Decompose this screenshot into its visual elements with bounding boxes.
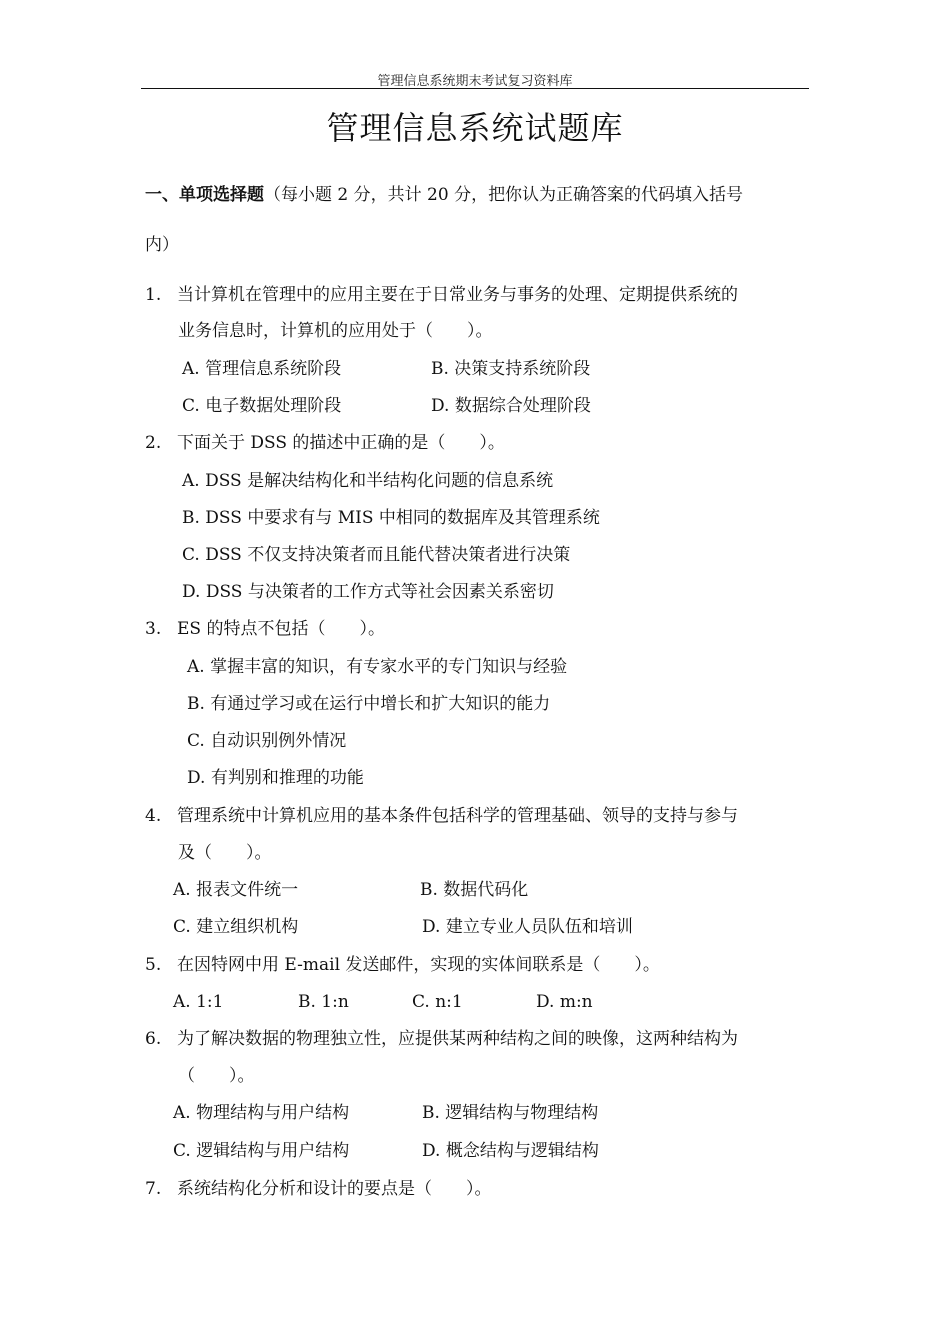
option-6b: B. 逻辑结构与物理结构 (422, 1103, 599, 1123)
question-text: 管理系统中计算机应用的基本条件包括科学的管理基础、领导的支持与参与 (177, 806, 738, 826)
question-7 (145, 1177, 492, 1201)
section-instruction-cont: 内） (145, 235, 179, 255)
section-instruction: （每小题 2 分，共计 20 分，把你认为正确答案的代码填入括号 (264, 185, 744, 205)
option-4b: B. 数据代码化 (420, 880, 529, 900)
question-number: 7. (145, 1179, 162, 1199)
option-3d: D. 有判别和推理的功能 (187, 768, 364, 788)
section-heading-line (145, 183, 743, 207)
option-5c: C. n:1 (412, 992, 463, 1012)
option-5b: B. 1:n (298, 992, 349, 1012)
question-4-cont: 及（ ）。 (178, 843, 272, 863)
running-header: 管理信息系统期末考试复习资料库 (377, 74, 573, 89)
header-rule (141, 88, 809, 89)
question-5 (145, 953, 660, 977)
option-3a: A. 掌握丰富的知识，有专家水平的专门知识与经验 (187, 657, 568, 677)
question-number: 2. (145, 433, 162, 453)
question-text: 为了解决数据的物理独立性，应提供某两种结构之间的映像，这两种结构为 (177, 1029, 738, 1049)
question-text: 下面关于 DSS 的描述中正确的是（ ）。 (177, 433, 505, 453)
option-1c: C. 电子数据处理阶段 (182, 396, 342, 416)
question-6 (145, 1027, 738, 1051)
option-5d: D. m:n (536, 992, 593, 1012)
question-1 (145, 283, 738, 307)
option-1d: D. 数据综合处理阶段 (431, 396, 591, 416)
option-6d: D. 概念结构与逻辑结构 (422, 1141, 599, 1161)
option-5a: A. 1:1 (173, 992, 224, 1012)
option-4a: A. 报表文件统一 (173, 880, 299, 900)
question-3 (145, 617, 385, 641)
option-2b: B. DSS 中要求有与 MIS 中相同的数据库及其管理系统 (182, 508, 600, 528)
question-6-cont: （ ）。 (178, 1066, 255, 1086)
option-4d: D. 建立专业人员队伍和培训 (422, 917, 633, 937)
question-number: 3. (145, 619, 162, 639)
option-6c: C. 逻辑结构与用户结构 (173, 1141, 350, 1161)
option-6a: A. 物理结构与用户结构 (173, 1103, 350, 1123)
question-4 (145, 804, 738, 828)
question-1-cont: 业务信息时，计算机的应用处于（ ）。 (178, 321, 493, 341)
option-1b: B. 决策支持系统阶段 (431, 359, 591, 379)
option-2d: D. DSS 与决策者的工作方式等社会因素关系密切 (182, 582, 554, 602)
question-number: 1. (145, 285, 162, 305)
question-text: 在因特网中用 E-mail 发送邮件，实现的实体间联系是（ ）。 (177, 955, 660, 975)
question-number: 6. (145, 1029, 162, 1049)
option-4c: C. 建立组织机构 (173, 917, 299, 937)
option-3b: B. 有通过学习或在运行中增长和扩大知识的能力 (187, 694, 551, 714)
section-heading: 一、单项选择题 (145, 185, 264, 205)
question-text: 当计算机在管理中的应用主要在于日常业务与事务的处理、定期提供系统的 (177, 285, 738, 305)
option-1a: A. 管理信息系统阶段 (182, 359, 342, 379)
question-2 (145, 431, 505, 455)
document-title: 管理信息系统试题库 (326, 109, 624, 147)
option-2a: A. DSS 是解决结构化和半结构化问题的信息系统 (182, 471, 554, 491)
question-text: ES 的特点不包括（ ）。 (177, 619, 385, 639)
question-text: 系统结构化分析和设计的要点是（ ）。 (177, 1179, 492, 1199)
option-3c: C. 自动识别例外情况 (187, 731, 347, 751)
question-number: 5. (145, 955, 162, 975)
option-2c: C. DSS 不仅支持决策者而且能代替决策者进行决策 (182, 545, 571, 565)
question-number: 4. (145, 806, 162, 826)
